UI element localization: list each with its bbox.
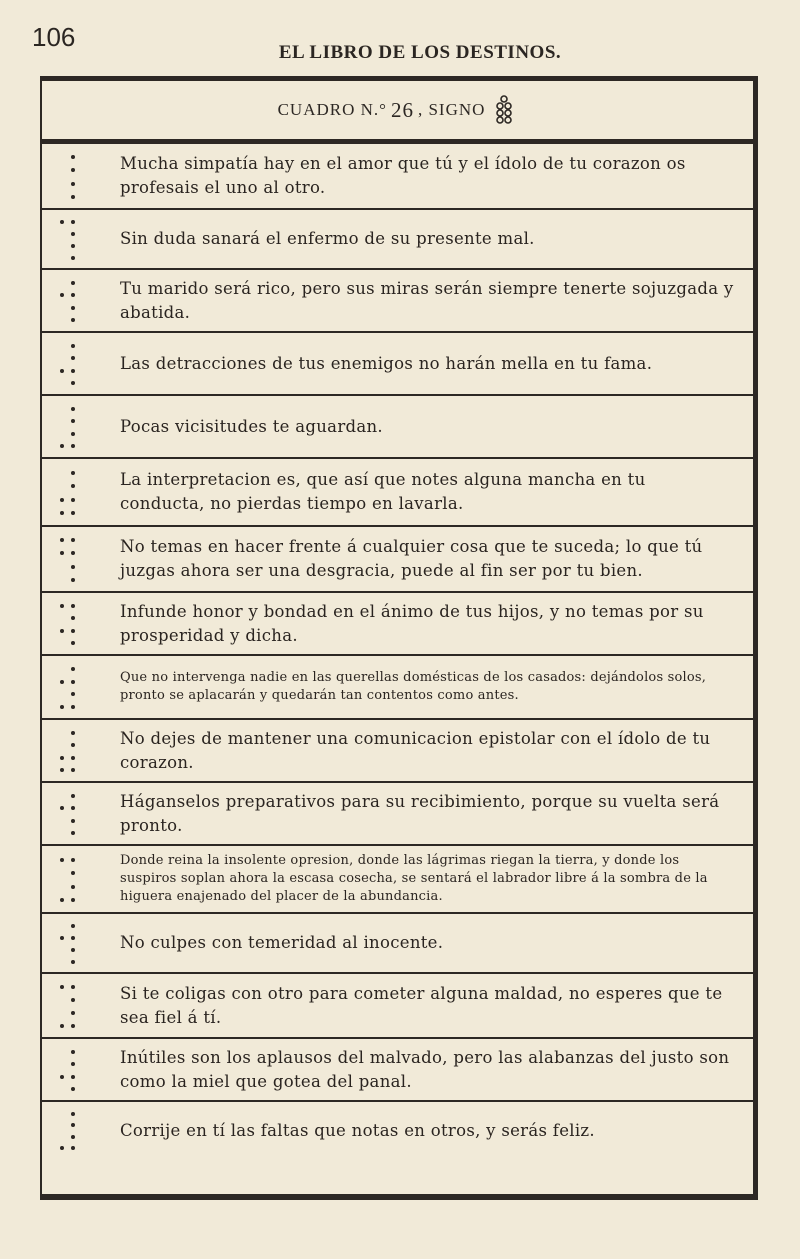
oracle-text: Que no intervenga nadie en las querellas domésticas de los casados: dejándolos solos, pronto se aplacarán y quedarán tan contentos como antes.	[120, 670, 707, 703]
dot-mark	[71, 293, 75, 297]
table-row	[42, 846, 753, 914]
table-row	[42, 720, 753, 783]
geomantic-dots	[42, 270, 104, 331]
dot-mark	[71, 220, 75, 224]
dot-mark	[71, 641, 75, 645]
dot-mark	[71, 356, 75, 360]
dot-mark	[71, 232, 75, 236]
dot-mark	[71, 244, 75, 248]
dot-mark	[60, 756, 64, 760]
dot-mark	[71, 1011, 75, 1015]
dot-mark	[71, 1075, 75, 1079]
dot-mark	[71, 498, 75, 502]
table-row	[42, 656, 753, 720]
dot-mark	[71, 616, 75, 620]
dot-mark	[71, 195, 75, 199]
table-rows	[42, 144, 753, 1194]
dot-mark	[71, 743, 75, 747]
dot-mark	[71, 484, 75, 488]
dot-mark	[71, 182, 75, 186]
dot-mark	[71, 1087, 75, 1091]
dot-mark	[60, 1146, 64, 1150]
table-row	[42, 270, 753, 333]
dot-mark	[60, 1075, 64, 1079]
dot-mark	[71, 471, 75, 475]
dot-mark	[71, 318, 75, 322]
geomantic-dots	[42, 459, 104, 525]
dot-mark	[60, 551, 64, 555]
dot-mark	[71, 168, 75, 172]
dot-mark	[71, 1123, 75, 1127]
table-row	[42, 459, 753, 527]
table-row	[42, 210, 753, 270]
oracle-text: Donde reina la insolente opresion, donde las lágrimas riegan la tierra, y donde los suspiros soplan ahora la escasa cosecha, se sentará el labrador libre á la sombra de la higuera enajenado del placer de la abundancia.	[120, 853, 708, 904]
dot-mark	[71, 667, 75, 671]
oracle-text: No dejes de mantener una comunicacion epistolar con el ídolo de tu corazon.	[120, 728, 711, 772]
oracle-text: Si te coligas con otro para cometer alguna maldad, no esperes que te sea fiel á tí.	[120, 983, 723, 1027]
table-title-prefix: CUADRO N.°	[277, 100, 387, 119]
running-title: EL LIBRO DE LOS DESTINOS.	[278, 42, 562, 63]
dot-mark	[71, 731, 75, 735]
geomantic-dots	[42, 1102, 104, 1160]
dot-mark	[71, 538, 75, 542]
table-title	[42, 81, 753, 144]
dot-mark	[71, 794, 75, 798]
table-row	[42, 527, 753, 593]
oracle-text: Sin duda sanará el enfermo de su presente mal.	[120, 229, 535, 248]
dot-mark	[71, 756, 75, 760]
dot-mark	[71, 604, 75, 608]
dot-mark	[71, 885, 75, 889]
dot-mark	[60, 369, 64, 373]
dot-mark	[60, 705, 64, 709]
dot-mark	[60, 768, 64, 772]
dot-mark	[71, 1050, 75, 1054]
geomantic-dots	[42, 527, 104, 591]
dot-mark	[60, 936, 64, 940]
dot-mark	[60, 538, 64, 542]
oracle-text: La interpretacion es, que así que notes alguna mancha en tu conducta, no pierdas tiempo en lavarla.	[120, 470, 646, 513]
oracle-text: Tu marido será rico, pero sus miras serán siempre tenerte sojuzgada y abatida.	[120, 278, 734, 322]
dot-mark	[71, 806, 75, 810]
dot-mark	[71, 578, 75, 582]
dot-mark	[71, 1024, 75, 1028]
dot-mark	[71, 831, 75, 835]
page-number: 106	[32, 22, 76, 52]
geomantic-dots	[42, 974, 104, 1037]
dot-mark	[60, 898, 64, 902]
dot-mark	[71, 565, 75, 569]
dot-mark	[71, 898, 75, 902]
table-row	[42, 593, 753, 656]
dot-mark	[71, 1062, 75, 1066]
oracle-text: Pocas vicisitudes te aguardan.	[120, 416, 383, 436]
dot-mark	[71, 960, 75, 964]
dot-mark	[71, 819, 75, 823]
dot-mark	[71, 1146, 75, 1150]
table-row	[42, 914, 753, 974]
dot-mark	[60, 444, 64, 448]
dot-mark	[71, 551, 75, 555]
dot-mark	[71, 948, 75, 952]
dot-mark	[60, 629, 64, 633]
dot-mark	[71, 936, 75, 940]
dot-mark	[71, 444, 75, 448]
geomantic-dots	[42, 210, 104, 268]
dot-mark	[71, 1112, 75, 1116]
table-row	[42, 396, 753, 459]
dot-mark	[71, 985, 75, 989]
table-title-suffix: , SIGNO	[417, 100, 486, 119]
dot-mark	[71, 692, 75, 696]
dot-mark	[60, 498, 64, 502]
table-row	[42, 1039, 753, 1102]
dot-mark	[71, 858, 75, 862]
dot-mark	[71, 768, 75, 772]
dot-mark	[60, 1024, 64, 1028]
dot-mark	[71, 381, 75, 385]
dot-mark	[71, 629, 75, 633]
dot-mark	[71, 998, 75, 1002]
geomantic-dots	[42, 914, 104, 972]
dot-mark	[71, 924, 75, 928]
geomantic-dots	[42, 656, 104, 718]
dot-mark	[60, 511, 64, 515]
dot-mark	[71, 871, 75, 875]
geomantic-dots	[42, 144, 104, 208]
oracle-text: Háganselos preparativos para su recibimiento, porque su vuelta será pronto.	[120, 791, 720, 835]
dot-mark	[71, 281, 75, 285]
table-row	[42, 974, 753, 1039]
dot-mark	[71, 369, 75, 373]
geomantic-dots	[42, 783, 104, 844]
dot-mark	[71, 155, 75, 159]
dot-mark	[71, 256, 75, 260]
table-number: 26	[390, 97, 414, 122]
dot-mark	[71, 705, 75, 709]
oracle-text: No culpes con temeridad al inocente.	[120, 933, 444, 952]
geomantic-dots	[42, 593, 104, 654]
geomantic-dots	[42, 846, 104, 912]
table-row	[42, 333, 753, 396]
oracle-table	[40, 76, 758, 1200]
dot-mark	[71, 344, 75, 348]
geomantic-dots	[42, 333, 104, 394]
table-row	[42, 1102, 753, 1160]
oracle-text: Inútiles son los aplausos del malvado, pero las alabanzas del justo son como la miel que gotea del panal.	[120, 1047, 730, 1091]
dot-mark	[71, 419, 75, 423]
dot-mark	[71, 432, 75, 436]
dot-mark	[60, 293, 64, 297]
geomantic-figure-icon	[491, 95, 517, 125]
dot-mark	[60, 604, 64, 608]
dot-mark	[71, 511, 75, 515]
dot-mark	[60, 985, 64, 989]
dot-mark	[60, 220, 64, 224]
geomantic-dots	[42, 1039, 104, 1100]
table-row	[42, 144, 753, 210]
oracle-text: Corrije en tí las faltas que notas en otros, y serás feliz.	[120, 1121, 595, 1140]
dot-mark	[71, 680, 75, 684]
dot-mark	[60, 858, 64, 862]
oracle-text: Infunde honor y bondad en el ánimo de tus hijos, y no temas por su prosperidad y dicha.	[120, 601, 704, 645]
table-row	[42, 783, 753, 846]
oracle-text: No temas en hacer frente á cualquier cosa que te suceda; lo que tú juzgas ahora ser una desgracia, puede al fin ser por tu bien.	[120, 537, 703, 580]
dot-mark	[71, 407, 75, 411]
geomantic-dots	[42, 720, 104, 781]
dot-mark	[60, 806, 64, 810]
dot-mark	[71, 306, 75, 310]
oracle-text: Las detracciones de tus enemigos no harán mella en tu fama.	[120, 353, 653, 373]
oracle-text: Mucha simpatía hay en el amor que tú y el ídolo de tu corazon os profesais el uno al otro.	[120, 154, 686, 197]
dot-mark	[60, 680, 64, 684]
geomantic-dots	[42, 396, 104, 457]
dot-mark	[71, 1135, 75, 1139]
